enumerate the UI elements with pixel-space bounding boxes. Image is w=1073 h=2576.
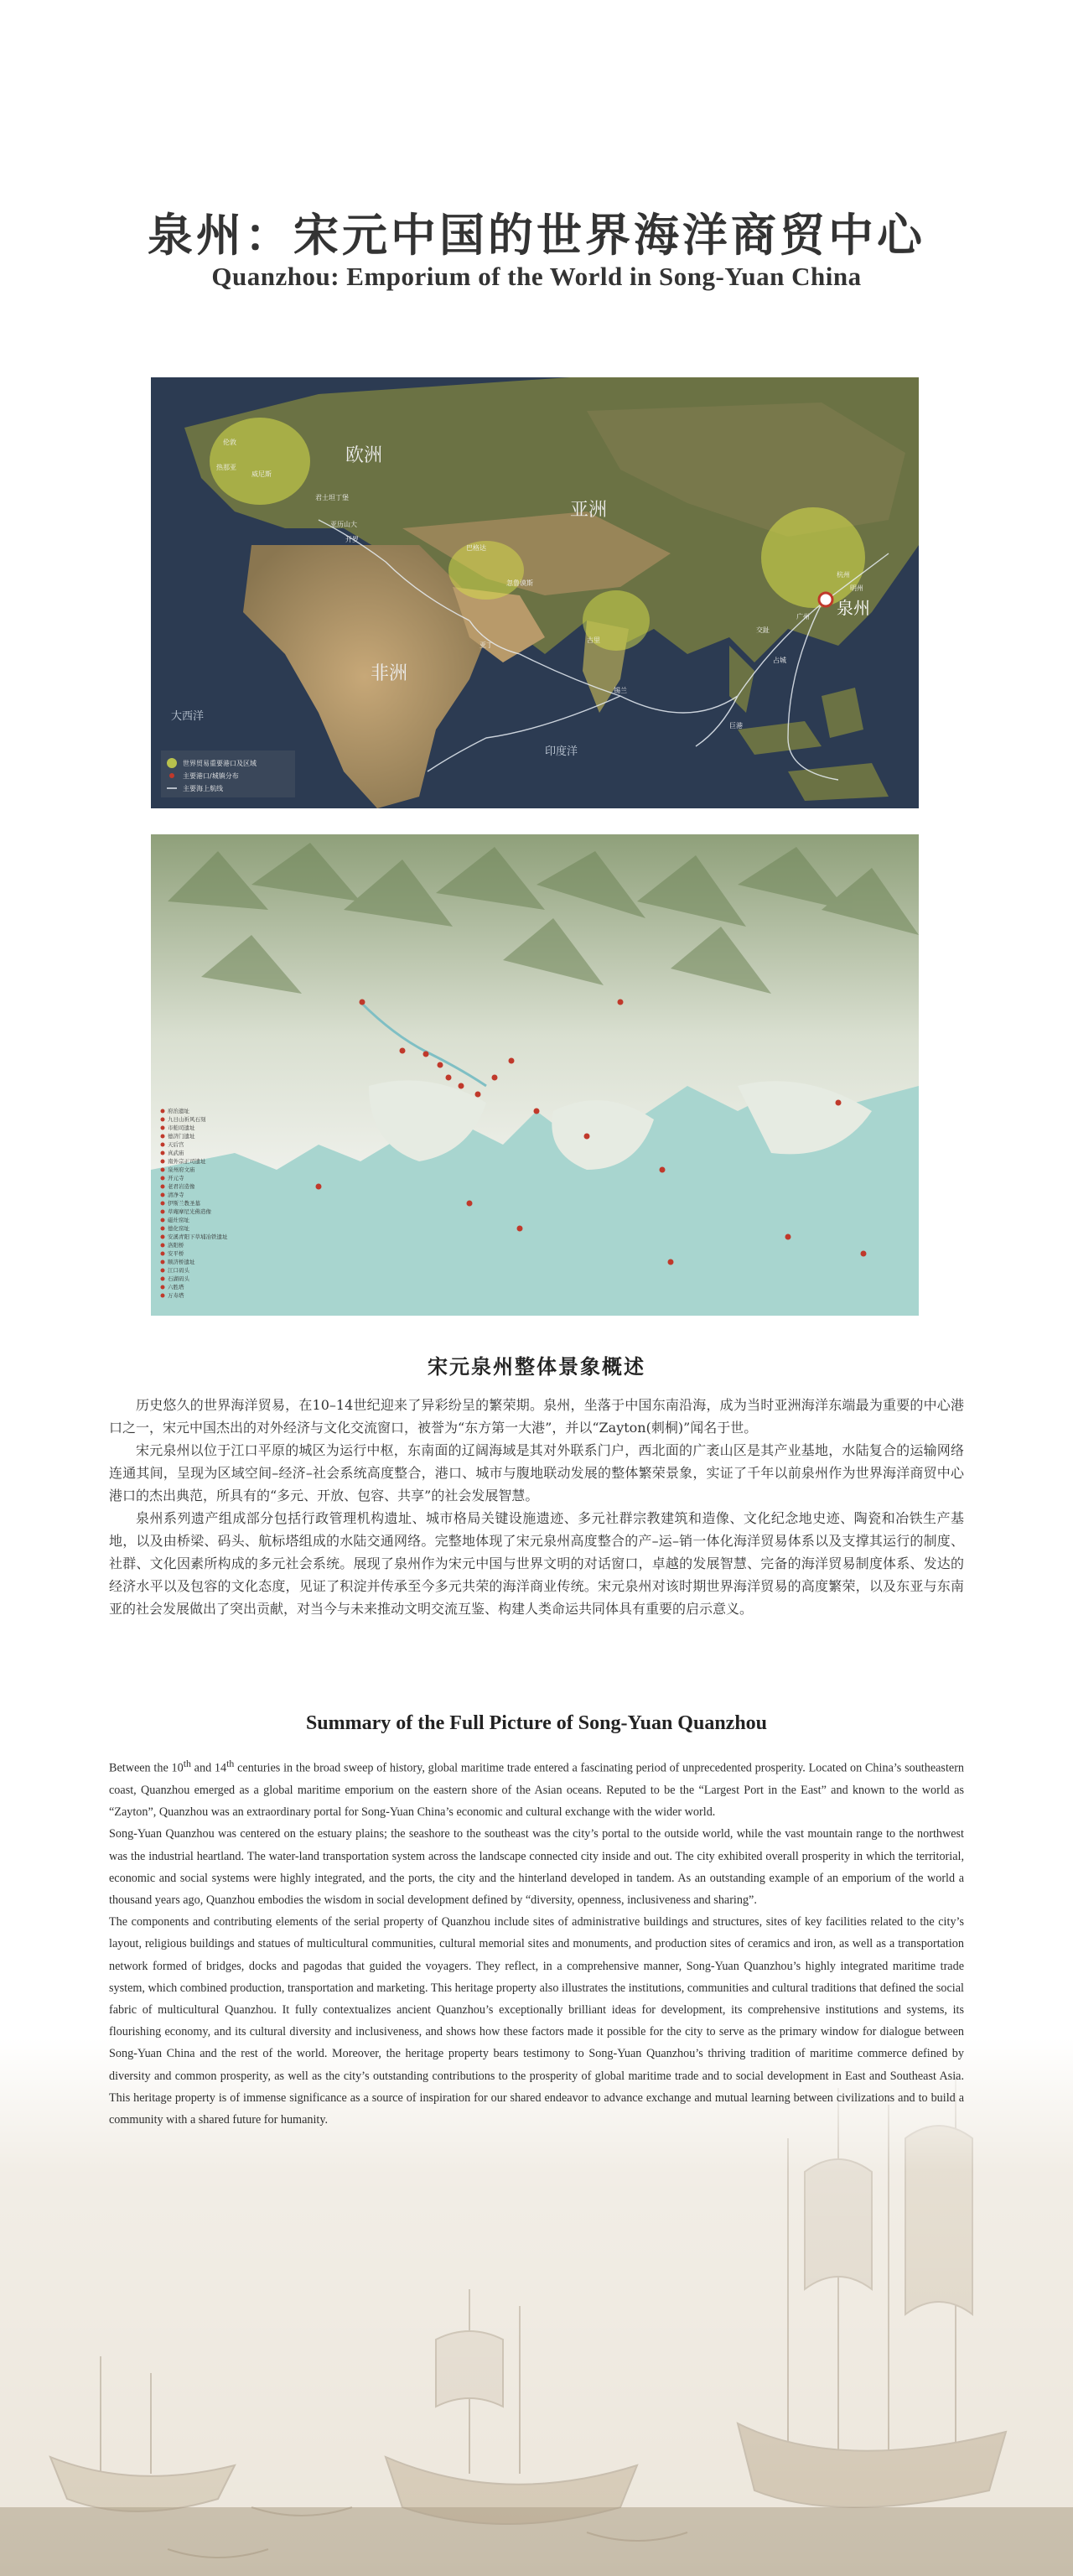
city-label: 君士坦丁堡 bbox=[315, 494, 349, 501]
legend-item: 真武庙 bbox=[168, 1150, 184, 1156]
legend-item: 六胜塔 bbox=[168, 1284, 184, 1291]
legend-item: 伊斯兰教圣墓 bbox=[168, 1200, 200, 1207]
legend-item: 草庵摩尼光佛造像 bbox=[168, 1208, 211, 1215]
city-label: 开罗 bbox=[345, 536, 359, 543]
legend-item: 开元寺 bbox=[168, 1175, 184, 1182]
ordinal-suffix: th bbox=[183, 1758, 191, 1769]
summary-title-en: Summary of the Full Picture of Song-Yuan Quanzhou bbox=[305, 1712, 768, 1734]
legend-item: 世界贸易重要港口及区域 bbox=[183, 760, 257, 767]
legend-item: 泉州府文庙 bbox=[168, 1166, 195, 1173]
summary-paragraph-en: Song-Yuan Quanzhou was centered on the estuary plains; the seashore to the southeast was the city’s portal to the outside world, while the vast mountain range to the northwest was the industrial heartland. The water-land transportation system across the landscape connected city inside and out. The city exhibited overall prosperity in which the territorial, economic and social systems were highly integrated, and the ports, the city and the hinterland developed in tandem. As an outstanding example of an emporium of the world a thousand years ago, Quanzhou embodies the wisdom in social development defined by “diversity, openness, inclusiveness and sharing”. bbox=[109, 1827, 964, 1907]
city-label: 巴格达 bbox=[466, 544, 486, 552]
legend-item: 主要海上航线 bbox=[183, 785, 223, 792]
summary-body-en bbox=[109, 1753, 964, 2131]
region-europe-highlight bbox=[210, 418, 310, 505]
legend-item: 顺济桥遗址 bbox=[168, 1259, 195, 1265]
city-label: 占城 bbox=[773, 657, 786, 664]
map-label-europe: 欧洲 bbox=[345, 445, 383, 466]
legend-item: 主要港口/城镇分布 bbox=[183, 772, 239, 780]
summary-body-zh bbox=[109, 1394, 964, 1620]
legend-item: 洛阳桥 bbox=[168, 1242, 184, 1249]
world-map-legend bbox=[161, 750, 295, 797]
city-label: 伦敦 bbox=[223, 439, 236, 446]
legend-item: 府治遗址 bbox=[168, 1108, 189, 1114]
map-label-quanzhou: 泉州 bbox=[837, 598, 870, 618]
city-label: 广州 bbox=[796, 613, 810, 621]
world-trade-map bbox=[151, 377, 919, 808]
legend-item: 市舶司遗址 bbox=[168, 1124, 195, 1131]
map-label-asia: 亚洲 bbox=[570, 500, 608, 521]
legend-item: 老君岩造像 bbox=[168, 1183, 195, 1190]
ordinal-suffix: th bbox=[226, 1758, 235, 1769]
city-label: 古里 bbox=[587, 636, 600, 644]
legend-item: 江口码头 bbox=[168, 1267, 189, 1274]
city-label: 威尼斯 bbox=[251, 470, 272, 478]
summary-title-zh: 宋元泉州整体景象概述 bbox=[428, 1354, 645, 1379]
city-label: 杭州 bbox=[837, 571, 850, 579]
summary-paragraph-en: The components and contributing elements of the serial property of Quanzhou include sites of administrative buildings and structures, sites of key facilities related to the city’s layout, religious buildings and statues of multicultural communities, cultural memorial sites and monuments, and production sites of ceramics and iron, as well as a transportation network formed of bridges, docks and pagodas that guided the voyagers. They reflect, in a comprehensive manner, Song-Yuan Quanzhou’s highly integrated maritime trade system, which combined production, transportation and marketing. This heritage property also illustrates the institutions, communities and cultural traditions that defined the social fabric of multicultural Quanzhou. It fully contextualizes ancient Quanzhou’s exceptionally brilliant ideas for development, its comprehensive institutions and systems, its flourishing economy, and its cultural diversity and inclusiveness, and shows how these factors made it possible for the city to serve as the primary window for dialogue between Song-Yuan China and the rest of the world. Moreover, the heritage property bears testimony to Song-Yuan Quanzhou’s thriving tradition of maritime commerce defined by diversity and common prosperity, as well as the city’s outstanding contributions to the prosperity of global maritime trade and to social development in East and Southeast Asia. This heritage property is of immense significance as a source of inspiration for our shared endeavor to advance exchange and mutual learning between civilizations and to build a community with a shared future for humanity. bbox=[109, 1915, 964, 2127]
city-label: 明州 bbox=[850, 584, 863, 592]
main-title-en: Quanzhou: Emporium of the World in Song-Yuan China bbox=[211, 262, 862, 291]
legend-item: 德化窑址 bbox=[168, 1225, 189, 1232]
quanzhou-terrain-map bbox=[151, 834, 919, 1316]
legend-item: 九日山祈风石刻 bbox=[168, 1116, 206, 1123]
map-label-indian-ocean: 印度洋 bbox=[545, 745, 578, 758]
legend-item: 德济门遗址 bbox=[168, 1133, 195, 1140]
main-title-zh: 泉州：宋元中国的世界海洋商贸中心 bbox=[148, 208, 925, 262]
city-label: 亚历山大 bbox=[330, 521, 357, 528]
map-label-atlantic: 大西洋 bbox=[171, 710, 205, 723]
city-label: 热那亚 bbox=[216, 464, 236, 471]
summary-paragraph-en bbox=[109, 1753, 964, 1823]
legend-item: 石湖码头 bbox=[168, 1275, 189, 1282]
text-fragment: Between the 10 bbox=[109, 1761, 184, 1775]
city-label: 忽鲁谟斯 bbox=[506, 579, 533, 587]
region-middle-east-highlight bbox=[448, 541, 524, 600]
text-fragment: and 14 bbox=[190, 1761, 227, 1775]
legend-item: 万寿塔 bbox=[168, 1292, 184, 1299]
summary-paragraph-zh: 历史悠久的世界海洋贸易，在10–14世纪迎来了异彩纷呈的繁荣期。泉州，坐落于中国东南沿海，成为当时亚洲海洋东端最为重要的中心港口之一，宋元中国杰出的对外经济与文化交流窗口，被誉为“东方第一大港”，并以“Zayton(刺桐)”闻名于世。 bbox=[109, 1397, 964, 1436]
legend-item: 南外宗正司遗址 bbox=[168, 1158, 206, 1165]
city-label: 交趾 bbox=[756, 626, 770, 634]
legend-item: 磁灶窑址 bbox=[168, 1217, 189, 1223]
map-label-africa: 非洲 bbox=[371, 663, 408, 684]
region-china-highlight bbox=[761, 507, 865, 608]
summary-paragraph-zh: 宋元泉州以位于江口平原的城区为运行中枢，东南面的辽阔海域是其对外联系门户，西北面的广袤山区是其产业基地，水陆复合的运输网络连通其间，呈现为区域空间–经济–社会系统高度整合，港口、城市与腹地联动发展的整体繁荣景象，实证了千年以前泉州作为世界海洋商贸中心港口的杰出典范，所具有的“多元、开放、包容、共享”的社会发展智慧。 bbox=[109, 1442, 964, 1504]
legend-item: 清净寺 bbox=[168, 1192, 184, 1198]
legend-item: 安溪青阳下草埔冶铁遗址 bbox=[168, 1233, 228, 1240]
city-label: 巨港 bbox=[729, 722, 743, 730]
legend-item: 天后宫 bbox=[168, 1141, 184, 1148]
city-label: 亚丁 bbox=[479, 641, 493, 649]
text-fragment: centuries in the broad sweep of history, global maritime trade entered a fascinating period of unprecedented prosperity. Located on China’s southeastern coast, Quanzhou emerged as a global maritime emporium on the eastern shore of the Asian oceans. Reputed to be the “Largest Port in the East” and known to the world as “Zayton”, Quanzhou was an extraordinary portal for Song-Yuan China’s economic and cultural exchange with the wider world. bbox=[109, 1761, 965, 1820]
summary-paragraph-zh: 泉州系列遗产组成部分包括行政管理机构遗址、城市格局关键设施遗迹、多元社群宗教建筑和造像、文化纪念地史迹、陶瓷和冶铁生产基地，以及由桥梁、码头、航标塔组成的水陆交通网络。完整地体现了宋元泉州高度整合的产–运–销一体化海洋贸易体系以及支撑其运行的制度、社群、文化因素所构成的多元社会系统。展现了泉州作为宋元中国与世界文明的对话窗口，卓越的发展智慧、完备的海洋贸易制度体系、发达的经济水平以及包容的文化态度，见证了积淀并传承至今多元共荣的海洋商业传统。宋元泉州对该时期世界海洋贸易的高度繁荣，以及东亚与东南亚的社会发展做出了突出贡献，对当今与未来推动文明交流互鉴、构建人类命运共同体具有重要的启示意义。 bbox=[109, 1510, 964, 1617]
quanzhou-marker bbox=[819, 593, 832, 606]
city-label: 锡兰 bbox=[614, 687, 627, 694]
legend-item: 安平桥 bbox=[168, 1250, 184, 1257]
